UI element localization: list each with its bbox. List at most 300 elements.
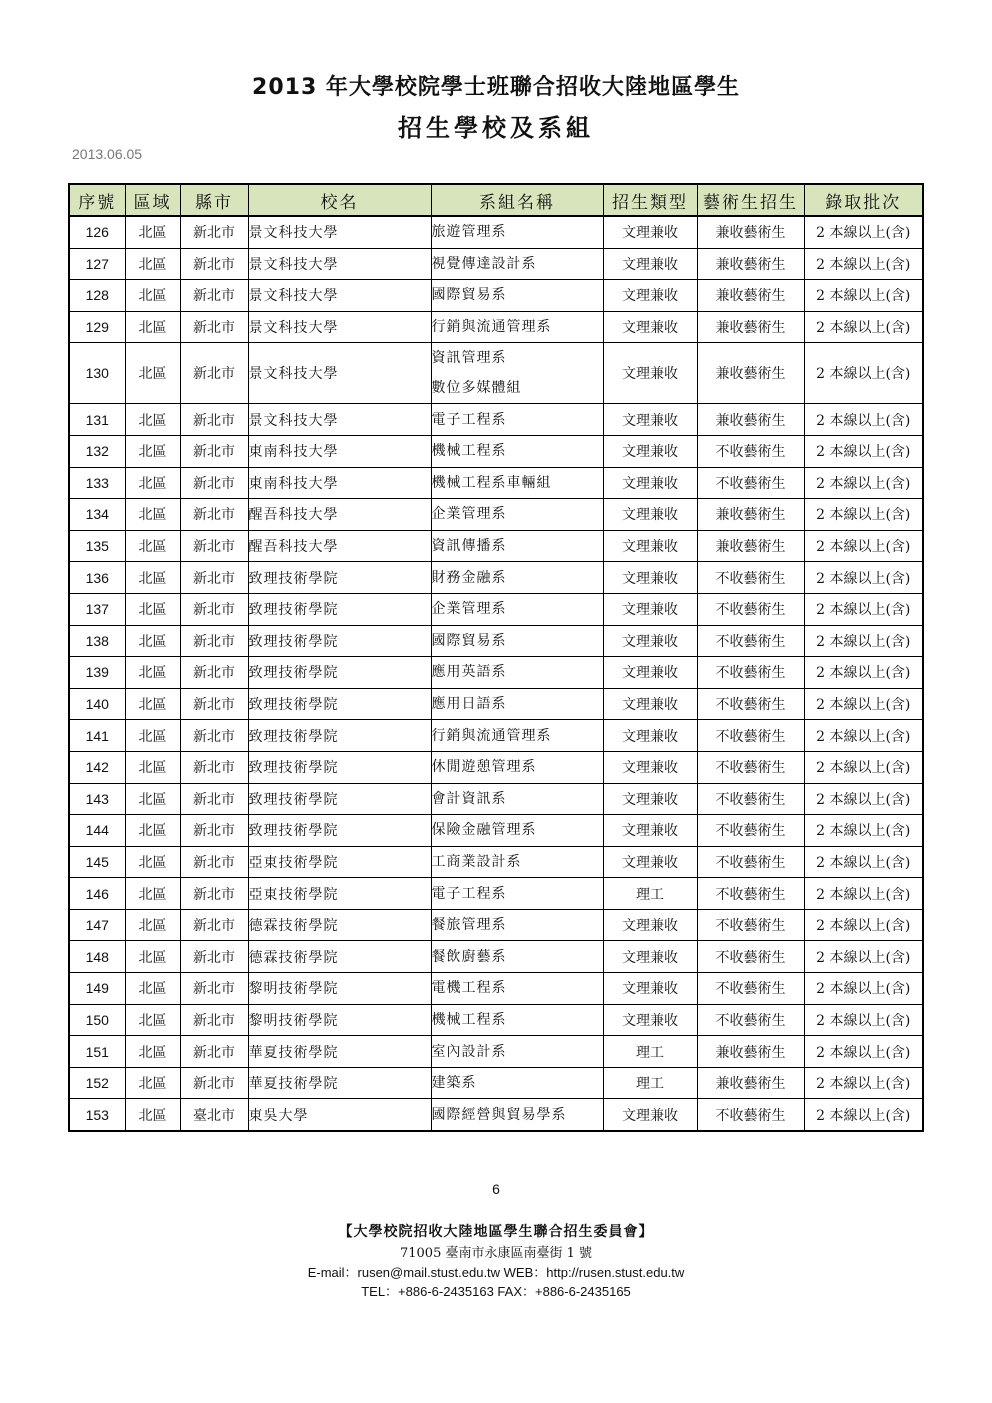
cell-region: 北區 [125,625,180,657]
cell-batch: 2 本線以上(含) [804,530,923,562]
dept-line: 國際經營與貿易學系 [431,1106,567,1123]
col-header-type: 招生類型 [603,184,697,216]
cell-dept [431,688,603,720]
cell-art: 兼收藝術生 [697,530,804,562]
cell-city: 新北市 [180,562,248,594]
cell-type: 理工 [603,1067,697,1099]
cell-batch: 2 本線以上(含) [804,720,923,752]
cell-dept [431,657,603,689]
table-row [69,562,923,594]
dept-line: 機械工程系 [431,443,507,460]
cell-region: 北區 [125,688,180,720]
dept-line: 資訊管理系 [431,350,507,367]
cell-region: 北區 [125,720,180,752]
cell-type: 文理兼收 [603,216,697,248]
cell-city: 新北市 [180,973,248,1005]
cell-art: 不收藝術生 [697,435,804,467]
table-row [69,720,923,752]
cell-art: 兼收藝術生 [697,1036,804,1068]
cell-batch: 2 本線以上(含) [804,343,923,404]
dept-line: 餐飲廚藝系 [431,948,507,965]
cell-region: 北區 [125,815,180,847]
cell-city: 新北市 [180,311,248,343]
cell-dept [431,1036,603,1068]
dept-line: 保險金融管理系 [431,822,537,839]
cell-region: 北區 [125,499,180,531]
cell-region: 北區 [125,404,180,436]
cell-batch: 2 本線以上(含) [804,404,923,436]
document-title: 2013 年大學校院學士班聯合招收大陸地區學生 [252,75,740,100]
cell-art: 兼收藝術生 [697,404,804,436]
cell-type: 文理兼收 [603,562,697,594]
cell-no: 141 [69,720,125,752]
table-row [69,1067,923,1099]
cell-no: 139 [69,657,125,689]
cell-school: 亞東技術學院 [248,846,431,878]
cell-art: 不收藝術生 [697,973,804,1005]
cell-region: 北區 [125,751,180,783]
table-row [69,783,923,815]
table-header-row [69,184,923,216]
cell-art: 兼收藝術生 [697,311,804,343]
dept-line: 應用日語系 [431,696,507,713]
cell-dept [431,751,603,783]
col-header-art: 藝術生招生 [697,184,804,216]
dept-line: 機械工程系車輛組 [431,474,552,491]
cell-region: 北區 [125,909,180,941]
cell-city: 新北市 [180,530,248,562]
col-header-school: 校名 [248,184,431,216]
cell-batch: 2 本線以上(含) [804,688,923,720]
cell-dept [431,216,603,248]
cell-art: 兼收藝術生 [697,280,804,312]
cell-city: 臺北市 [180,1099,248,1131]
table-row [69,435,923,467]
cell-region: 北區 [125,467,180,499]
cell-no: 143 [69,783,125,815]
cell-no: 151 [69,1036,125,1068]
cell-no: 132 [69,435,125,467]
cell-region: 北區 [125,248,180,280]
cell-batch: 2 本線以上(含) [804,311,923,343]
cell-school: 華夏技術學院 [248,1036,431,1068]
cell-batch: 2 本線以上(含) [804,1036,923,1068]
cell-type: 文理兼收 [603,973,697,1005]
cell-school: 致理技術學院 [248,562,431,594]
dept-line: 視覺傳達設計系 [431,255,537,272]
cell-region: 北區 [125,973,180,1005]
cell-art: 不收藝術生 [697,1099,804,1131]
cell-dept [431,909,603,941]
cell-city: 新北市 [180,1004,248,1036]
table-row [69,1004,923,1036]
cell-city: 新北市 [180,343,248,404]
cell-school: 致理技術學院 [248,783,431,815]
cell-art: 不收藝術生 [697,783,804,815]
cell-batch: 2 本線以上(含) [804,846,923,878]
cell-city: 新北市 [180,688,248,720]
table-row [69,1099,923,1131]
cell-no: 128 [69,280,125,312]
cell-batch: 2 本線以上(含) [804,280,923,312]
table-row [69,248,923,280]
cell-batch: 2 本線以上(含) [804,783,923,815]
cell-art: 不收藝術生 [697,657,804,689]
cell-region: 北區 [125,562,180,594]
footer-address: 71005 臺南市永康區南臺街 1 號 [399,1246,593,1261]
cell-region: 北區 [125,783,180,815]
cell-city: 新北市 [180,499,248,531]
cell-dept [431,878,603,910]
cell-region: 北區 [125,1067,180,1099]
cell-no: 142 [69,751,125,783]
cell-type: 文理兼收 [603,467,697,499]
cell-art: 不收藝術生 [697,751,804,783]
cell-dept [431,404,603,436]
cell-no: 145 [69,846,125,878]
cell-no: 148 [69,941,125,973]
cell-art: 不收藝術生 [697,467,804,499]
cell-region: 北區 [125,657,180,689]
dept-line: 數位多媒體組 [431,380,522,397]
dept-line: 建築系 [431,1075,477,1092]
cell-school: 致理技術學院 [248,815,431,847]
cell-art: 兼收藝術生 [697,216,804,248]
cell-batch: 2 本線以上(含) [804,625,923,657]
cell-no: 129 [69,311,125,343]
dept-line: 應用英語系 [431,664,507,681]
cell-city: 新北市 [180,941,248,973]
cell-school: 德霖技術學院 [248,909,431,941]
cell-region: 北區 [125,1004,180,1036]
cell-region: 北區 [125,216,180,248]
cell-type: 文理兼收 [603,941,697,973]
cell-dept [431,941,603,973]
cell-no: 131 [69,404,125,436]
cell-school: 景文科技大學 [248,343,431,404]
cell-no: 136 [69,562,125,594]
cell-art: 不收藝術生 [697,688,804,720]
cell-dept [431,720,603,752]
cell-batch: 2 本線以上(含) [804,216,923,248]
cell-city: 新北市 [180,216,248,248]
table-row [69,688,923,720]
dept-line: 資訊傳播系 [431,538,507,555]
cell-batch: 2 本線以上(含) [804,909,923,941]
cell-dept [431,467,603,499]
cell-city: 新北市 [180,593,248,625]
footer-tel-fax: TEL：+886-6-2435163 FAX：+886-6-2435165 [361,1284,631,1299]
cell-art: 兼收藝術生 [697,1067,804,1099]
cell-batch: 2 本線以上(含) [804,467,923,499]
cell-city: 新北市 [180,909,248,941]
cell-city: 新北市 [180,280,248,312]
cell-city: 新北市 [180,846,248,878]
cell-type: 文理兼收 [603,311,697,343]
cell-art: 不收藝術生 [697,878,804,910]
cell-school: 黎明技術學院 [248,973,431,1005]
table-row [69,216,923,248]
col-header-batch: 錄取批次 [804,184,923,216]
cell-city: 新北市 [180,783,248,815]
col-header-region: 區域 [125,184,180,216]
page-number: 6 [492,1181,500,1197]
cell-no: 133 [69,467,125,499]
cell-art: 不收藝術生 [697,720,804,752]
dept-line: 旅遊管理系 [431,224,507,241]
cell-no: 130 [69,343,125,404]
cell-no: 137 [69,593,125,625]
cell-city: 新北市 [180,435,248,467]
cell-dept [431,1099,603,1131]
cell-dept [431,593,603,625]
cell-dept [431,562,603,594]
cell-school: 黎明技術學院 [248,1004,431,1036]
table-row [69,751,923,783]
cell-region: 北區 [125,530,180,562]
table-row [69,846,923,878]
cell-region: 北區 [125,435,180,467]
cell-no: 147 [69,909,125,941]
dept-line: 企業管理系 [431,506,507,523]
cell-no: 152 [69,1067,125,1099]
cell-dept [431,343,603,404]
cell-dept [431,530,603,562]
cell-type: 文理兼收 [603,815,697,847]
cell-type: 文理兼收 [603,657,697,689]
cell-dept [431,815,603,847]
col-header-dept: 系組名稱 [431,184,603,216]
cell-dept [431,973,603,1005]
table-row [69,280,923,312]
table-row [69,657,923,689]
cell-type: 理工 [603,1036,697,1068]
cell-batch: 2 本線以上(含) [804,657,923,689]
cell-type: 文理兼收 [603,343,697,404]
cell-type: 文理兼收 [603,248,697,280]
col-header-city: 縣市 [180,184,248,216]
cell-no: 140 [69,688,125,720]
table-row [69,878,923,910]
cell-city: 新北市 [180,404,248,436]
cell-school: 東南科技大學 [248,467,431,499]
cell-school: 致理技術學院 [248,751,431,783]
dept-line: 會計資訊系 [431,790,507,807]
document-subtitle: 招生學校及系組 [398,114,594,142]
cell-city: 新北市 [180,815,248,847]
cell-art: 兼收藝術生 [697,499,804,531]
dept-line: 電機工程系 [431,980,507,997]
cell-type: 理工 [603,878,697,910]
cell-school: 景文科技大學 [248,248,431,280]
cell-city: 新北市 [180,751,248,783]
cell-no: 134 [69,499,125,531]
cell-dept [431,1004,603,1036]
cell-school: 致理技術學院 [248,593,431,625]
dept-line: 行銷與流通管理系 [431,319,552,336]
table-row [69,1036,923,1068]
cell-no: 144 [69,815,125,847]
cell-school: 景文科技大學 [248,280,431,312]
cell-batch: 2 本線以上(含) [804,815,923,847]
cell-no: 138 [69,625,125,657]
cell-art: 不收藝術生 [697,1004,804,1036]
cell-school: 華夏技術學院 [248,1067,431,1099]
cell-school: 景文科技大學 [248,404,431,436]
cell-city: 新北市 [180,625,248,657]
table-row [69,593,923,625]
cell-school: 醒吾科技大學 [248,499,431,531]
cell-art: 不收藝術生 [697,846,804,878]
dept-line: 電子工程系 [431,411,507,428]
cell-region: 北區 [125,343,180,404]
table-row [69,909,923,941]
dept-line: 休閒遊憩管理系 [431,759,537,776]
cell-school: 致理技術學院 [248,720,431,752]
cell-dept [431,1067,603,1099]
cell-batch: 2 本線以上(含) [804,562,923,594]
cell-dept [431,248,603,280]
table-row [69,499,923,531]
cell-batch: 2 本線以上(含) [804,941,923,973]
cell-dept [431,783,603,815]
cell-type: 文理兼收 [603,846,697,878]
cell-art: 不收藝術生 [697,625,804,657]
table-row [69,530,923,562]
table-row [69,941,923,973]
cell-school: 景文科技大學 [248,216,431,248]
cell-school: 亞東技術學院 [248,878,431,910]
table-body [69,216,923,1131]
dept-line: 行銷與流通管理系 [431,727,552,744]
table-row [69,815,923,847]
cell-region: 北區 [125,311,180,343]
cell-dept [431,499,603,531]
cell-type: 文理兼收 [603,435,697,467]
dept-line: 國際貿易系 [431,287,507,304]
cell-batch: 2 本線以上(含) [804,878,923,910]
cell-school: 景文科技大學 [248,311,431,343]
footer-email-web: E-mail：rusen@mail.stust.edu.tw WEB：http://rusen.stust.edu.tw [307,1265,685,1280]
cell-batch: 2 本線以上(含) [804,751,923,783]
cell-batch: 2 本線以上(含) [804,593,923,625]
cell-city: 新北市 [180,248,248,280]
cell-city: 新北市 [180,1036,248,1068]
cell-school: 致理技術學院 [248,657,431,689]
cell-type: 文理兼收 [603,909,697,941]
cell-batch: 2 本線以上(含) [804,499,923,531]
cell-no: 127 [69,248,125,280]
cell-region: 北區 [125,878,180,910]
cell-type: 文理兼收 [603,688,697,720]
cell-type: 文理兼收 [603,720,697,752]
cell-batch: 2 本線以上(含) [804,1067,923,1099]
cell-batch: 2 本線以上(含) [804,248,923,280]
dept-line: 餐旅管理系 [431,917,507,934]
cell-art: 不收藝術生 [697,815,804,847]
cell-region: 北區 [125,593,180,625]
cell-school: 致理技術學院 [248,688,431,720]
cell-no: 149 [69,973,125,1005]
cell-art: 不收藝術生 [697,562,804,594]
cell-no: 146 [69,878,125,910]
cell-region: 北區 [125,1036,180,1068]
cell-dept [431,625,603,657]
table-row [69,343,923,404]
schools-table [68,183,924,1132]
cell-type: 文理兼收 [603,625,697,657]
cell-region: 北區 [125,941,180,973]
dept-line: 企業管理系 [431,601,507,618]
table-row [69,404,923,436]
cell-school: 醒吾科技大學 [248,530,431,562]
cell-art: 不收藝術生 [697,941,804,973]
cell-type: 文理兼收 [603,1004,697,1036]
cell-school: 東吳大學 [248,1099,431,1131]
document-date: 2013.06.05 [72,146,143,162]
cell-dept [431,846,603,878]
cell-type: 文理兼收 [603,1099,697,1131]
cell-type: 文理兼收 [603,280,697,312]
cell-city: 新北市 [180,720,248,752]
cell-type: 文理兼收 [603,593,697,625]
dept-line: 機械工程系 [431,1011,507,1028]
cell-batch: 2 本線以上(含) [804,1099,923,1131]
cell-type: 文理兼收 [603,751,697,783]
dept-line: 財務金融系 [431,569,507,586]
cell-dept [431,280,603,312]
col-header-no: 序號 [69,184,125,216]
cell-region: 北區 [125,846,180,878]
cell-art: 兼收藝術生 [697,248,804,280]
footer-org: 【大學校院招收大陸地區學生聯合招生委員會】 [338,1224,654,1240]
cell-city: 新北市 [180,878,248,910]
cell-city: 新北市 [180,1067,248,1099]
cell-school: 致理技術學院 [248,625,431,657]
cell-school: 東南科技大學 [248,435,431,467]
table-row [69,625,923,657]
cell-no: 135 [69,530,125,562]
cell-type: 文理兼收 [603,499,697,531]
dept-line: 國際貿易系 [431,632,507,649]
cell-type: 文理兼收 [603,530,697,562]
cell-no: 150 [69,1004,125,1036]
dept-line: 室內設計系 [431,1043,507,1060]
cell-no: 126 [69,216,125,248]
cell-dept [431,311,603,343]
cell-region: 北區 [125,1099,180,1131]
cell-city: 新北市 [180,657,248,689]
cell-art: 兼收藝術生 [697,343,804,404]
cell-region: 北區 [125,280,180,312]
dept-line: 工商業設計系 [431,853,522,870]
cell-art: 不收藝術生 [697,593,804,625]
cell-no: 153 [69,1099,125,1131]
cell-batch: 2 本線以上(含) [804,1004,923,1036]
cell-city: 新北市 [180,467,248,499]
cell-type: 文理兼收 [603,783,697,815]
cell-batch: 2 本線以上(含) [804,973,923,1005]
cell-school: 德霖技術學院 [248,941,431,973]
cell-dept [431,435,603,467]
cell-type: 文理兼收 [603,404,697,436]
dept-line: 電子工程系 [431,885,507,902]
table-row [69,467,923,499]
cell-art: 不收藝術生 [697,909,804,941]
cell-batch: 2 本線以上(含) [804,435,923,467]
table-row [69,311,923,343]
table-row [69,973,923,1005]
